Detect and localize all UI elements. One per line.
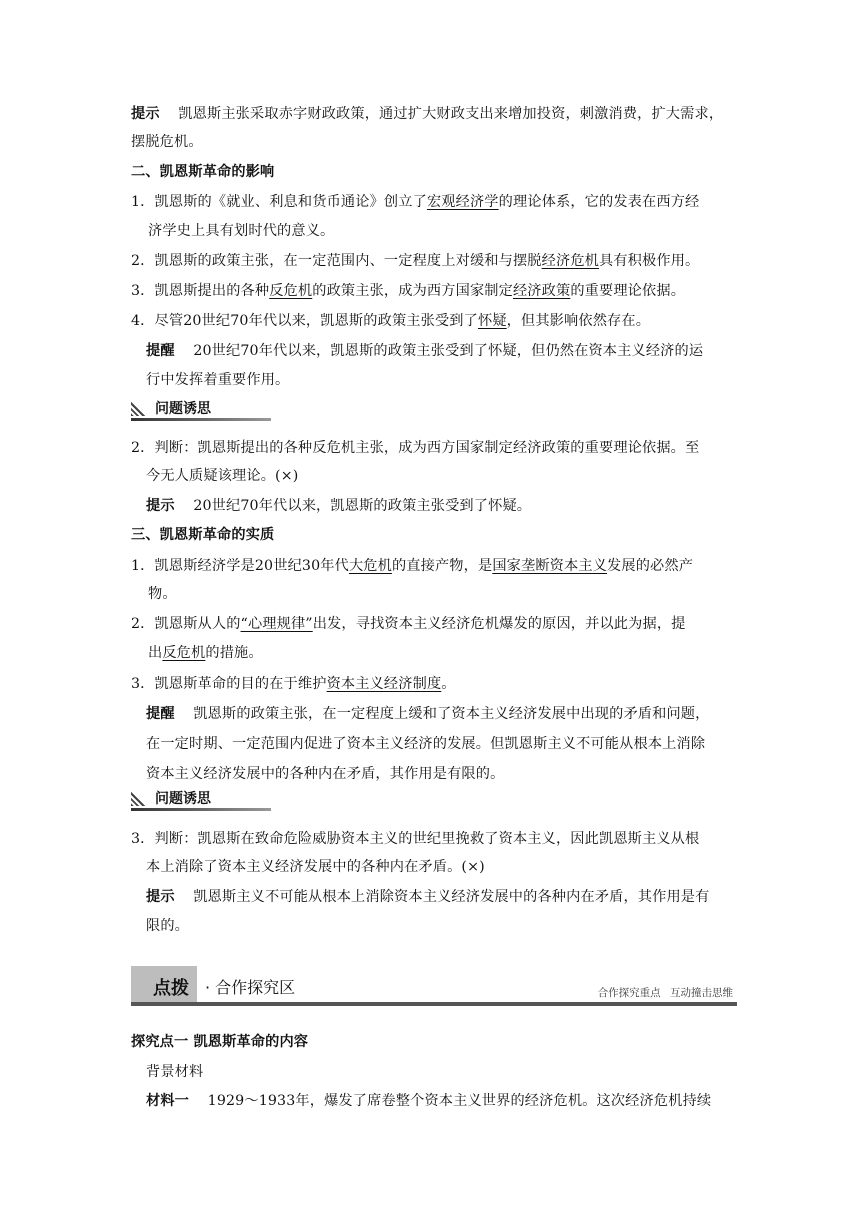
section-header-rule — [131, 1002, 737, 1006]
banner-title: 问题诱思 — [155, 791, 211, 807]
sec3-item-3: 3．凯恩斯革命的目的在于维护资本主义经济制度。 — [131, 676, 456, 692]
slash-icon — [131, 400, 147, 416]
q1-hint: 提示 20世纪70年代以来，凯恩斯的政策主张受到了怀疑。 — [146, 498, 532, 514]
question-banner-2 — [131, 788, 271, 808]
q2-hint-cont: 限的。 — [146, 918, 190, 934]
explore-bg: 背景材料 — [146, 1064, 204, 1080]
q2-line-2: 本上消除了资本主义经济发展中的各种内在矛盾。(×) — [146, 859, 485, 875]
q2-line-1: 3．判断：凯恩斯在致命危险威胁资本主义的世纪里挽救了资本主义，因此凯恩斯主义从根 — [131, 831, 700, 847]
question-banner-1 — [131, 398, 271, 418]
material-1: 材料一 1929～1933年，爆发了席卷整个资本主义世界的经济危机。这次经济危机持续 — [146, 1093, 712, 1109]
sec2-remind: 提醒 20世纪70年代以来，凯恩斯的政策主张受到了怀疑，但仍然在资本主义经济的运 — [146, 343, 704, 359]
q1-line-2: 今无人质疑该理论。(×) — [146, 468, 299, 484]
section-3-title: 三、凯恩斯革命的实质 — [131, 527, 275, 543]
sec2-item-1-cont: 济学史上具有划时代的意义。 — [148, 223, 335, 239]
section-header-bar — [131, 966, 737, 1006]
hint-line-2: 摆脱危机。 — [131, 134, 203, 150]
sec3-item-1-cont: 物。 — [148, 586, 177, 602]
sec3-item-2: 2．凯恩斯从人的“心理规律”出发，寻找资本主义经济危机爆发的原因，并以此为据，提 — [131, 616, 686, 632]
sec2-remind-cont: 行中发挥着重要作用。 — [146, 372, 290, 388]
explore-title: 探究点一 凯恩斯革命的内容 — [131, 1034, 309, 1050]
hint-text: 凯恩斯主张采取赤字财政政策，通过扩大财政支出来增加投资，刺激消费，扩大需求， — [178, 106, 724, 122]
section-header-sub: · 合作探究区 — [205, 978, 296, 997]
q1-line-1: 2．判断：凯恩斯提出的各种反危机主张，成为西方国家制定经济政策的重要理论依据。至 — [131, 440, 700, 456]
hint-label: 提示 — [131, 106, 160, 122]
sec3-remind: 提醒 凯恩斯的政策主张，在一定程度上缓和了资本主义经济发展中出现的矛盾和问题， — [146, 706, 710, 722]
hint-line — [131, 104, 723, 124]
sec2-item-4: 4．尽管20世纪70年代以来，凯恩斯的政策主张受到了怀疑，但其影响依然存在。 — [131, 313, 651, 329]
section-header-right: 合作探究重点 互动撞击思维 — [597, 987, 733, 999]
section-2-title: 二、凯恩斯革命的影响 — [131, 164, 275, 180]
sec2-item-2: 2．凯恩斯的政策主张，在一定范围内、一定程度上对缓和与摆脱经济危机具有积极作用。 — [131, 253, 700, 269]
sec3-item-1: 1．凯恩斯经济学是20世纪30年代大危机的直接产物，是国家垄断资本主义发展的必然产 — [131, 558, 694, 574]
sec2-item-3: 3．凯恩斯提出的各种反危机的政策主张，成为西方国家制定经济政策的重要理论依据。 — [131, 283, 686, 299]
banner-title: 问题诱思 — [155, 401, 211, 417]
sec2-item-1: 1．凯恩斯的《就业、利息和货币通论》创立了宏观经济学的理论体系，它的发表在西方经 — [131, 194, 700, 210]
sec3-remind-3: 资本主义经济发展中的各种内在矛盾，其作用是有限的。 — [146, 766, 505, 782]
sec3-item-2-cont: 出反危机的措施。 — [148, 645, 263, 661]
sec3-remind-2: 在一定时期、一定范围内促进了资本主义经济的发展。但凯恩斯主义不可能从根本上消除 — [146, 736, 706, 752]
slash-icon — [131, 790, 147, 806]
q2-hint: 提示 凯恩斯主义不可能从根本上消除资本主义经济发展中的各种内在矛盾，其作用是有 — [146, 889, 710, 905]
section-header-main: 点拨 — [153, 978, 189, 999]
